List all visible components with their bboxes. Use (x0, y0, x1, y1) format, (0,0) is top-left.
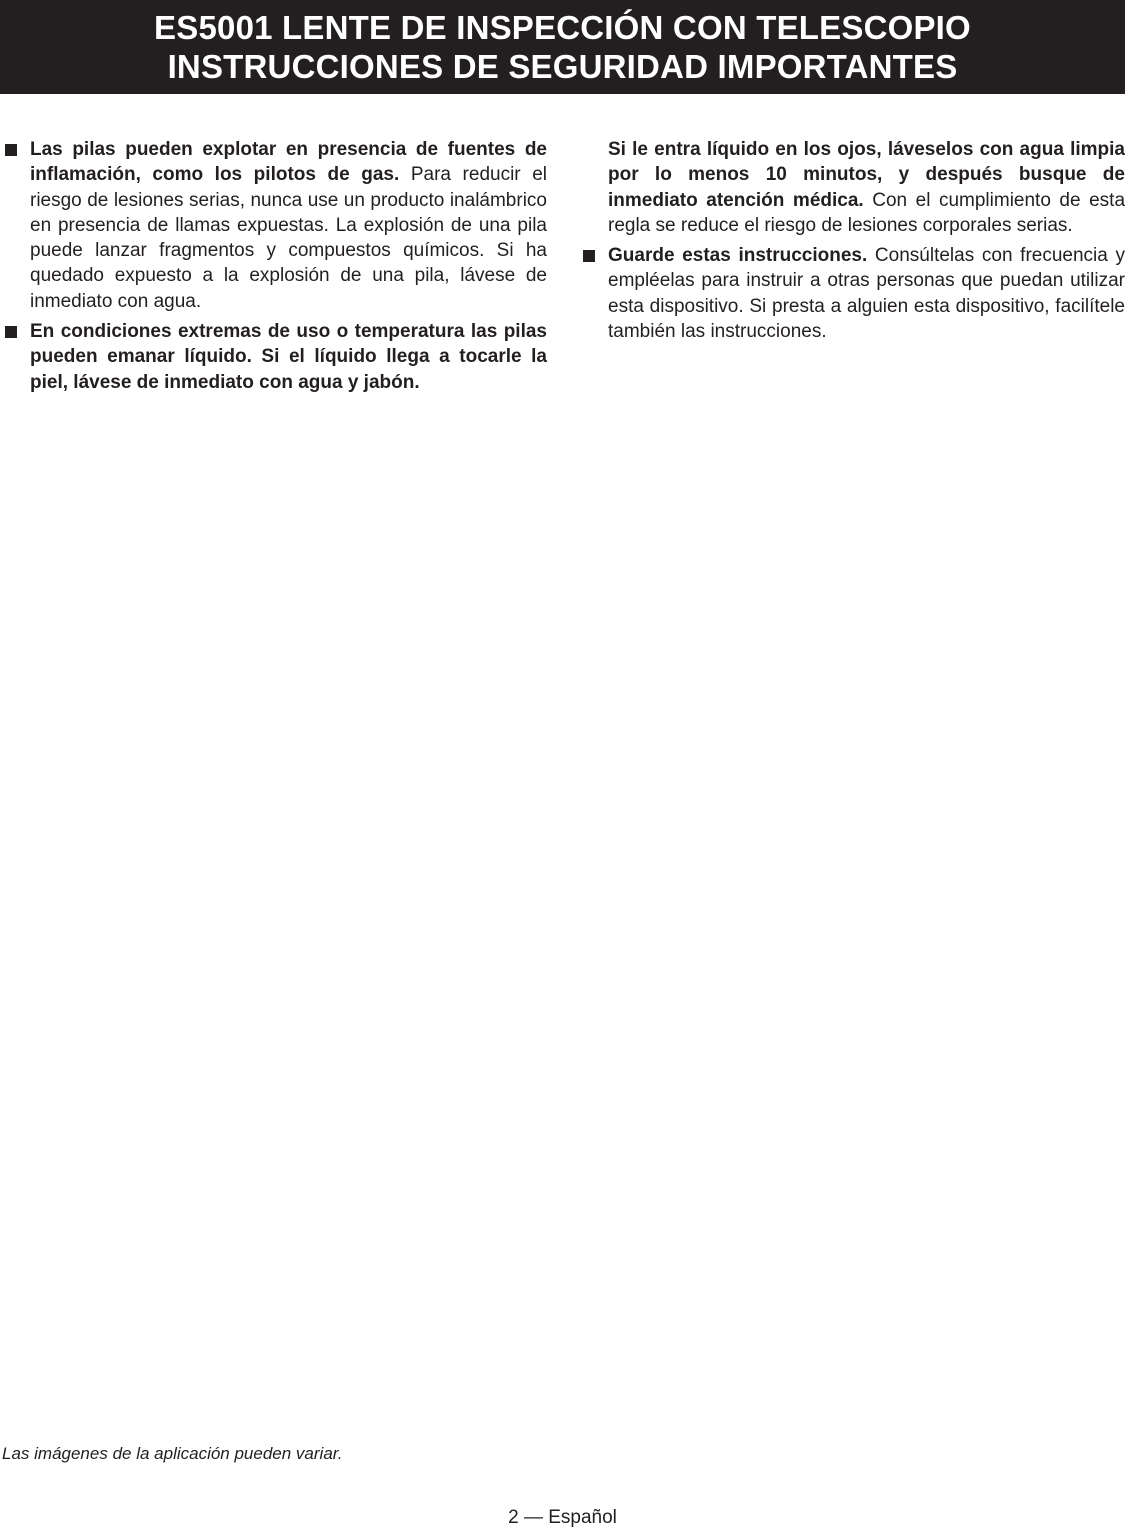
safety-item-heading: Guarde estas instrucciones. (608, 245, 868, 267)
right-column (583, 137, 1125, 349)
square-bullet-icon (583, 250, 595, 262)
safety-item-text: Consúltelas con frecuencia y empléelas para instruir a otras personas que puedan utilizar esta dispositivo. Si presta a alguien esta dispositivo, facilítele también las instrucciones. (608, 245, 1125, 343)
footer-note: Las imágenes de la aplicación pueden variar. (2, 1444, 343, 1463)
safety-item-heading: Las pilas pueden explotar en presencia de fuentes de inflamación, como los pilotos de gas. (30, 139, 547, 186)
page-header (0, 0, 1125, 94)
safety-item-battery-leak (5, 319, 547, 395)
safety-item-heading: En condiciones extremas de uso o temperatura las pilas pueden emanar líquido. Si el líquido llega a tocarle la piel, lávese de inmediato con agua y jabón. (30, 321, 547, 393)
safety-item-text: Con el cumplimiento de esta regla se reduce el riesgo de lesiones corporales serias. (608, 189, 1125, 236)
safety-item-save-instructions (583, 243, 1125, 344)
header-title-line-2: INSTRUCCIONES DE SEGURIDAD IMPORTANTES (167, 48, 958, 85)
safety-item-battery-explosion (5, 137, 547, 314)
header-title-line-1: ES5001 LENTE DE INSPECCIÓN CON TELESCOPIO (154, 9, 971, 46)
left-column (5, 137, 547, 400)
safety-item-eye-contact (583, 137, 1125, 238)
safety-item-heading: Si le entra líquido en los ojos, láveselos con agua limpia por lo menos 10 minutos, y después busque de inmediato atención médica. (608, 139, 1125, 211)
square-bullet-icon (5, 144, 17, 156)
square-bullet-icon (5, 326, 17, 338)
page-number: 2 — Español (508, 1507, 617, 1528)
safety-item-text: Para reducir el riesgo de lesiones serias, nunca use un producto inalámbrico en presencia de llamas expuestas. La explosión de una pila puede lanzar fragmentos y compuestos químicos. Si ha quedado expuesto a la explosión de una pila, lávese de inmediato con agua. (30, 164, 547, 312)
